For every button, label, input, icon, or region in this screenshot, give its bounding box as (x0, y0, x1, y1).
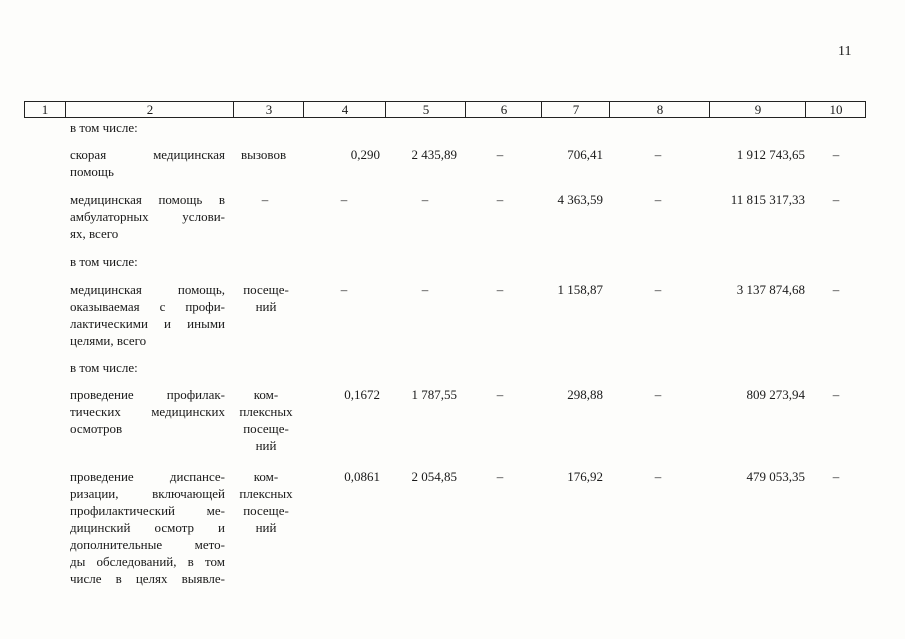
cell-col-6: – (496, 282, 504, 297)
cell-col-7: 4 363,59 (557, 192, 603, 207)
subheading-including-2: в том числе: (70, 254, 138, 269)
header-col-1: 1 (41, 102, 49, 117)
cell-col-10: – (832, 282, 840, 297)
cell-col-7: 1 158,87 (557, 282, 603, 297)
cell-col-4: 0,290 (350, 147, 380, 162)
cell-col-4: 0,1672 (344, 387, 380, 402)
cell-col-9: 11 815 317,33 (730, 192, 805, 207)
cell-col-9: 809 273,94 (746, 387, 805, 402)
cell-col-4: – (340, 192, 348, 207)
cell-col-4: 0,0861 (344, 469, 380, 484)
cell-col-6: – (496, 387, 504, 402)
cell-col-5: 2 054,85 (411, 469, 457, 484)
cell-col-8: – (654, 469, 662, 484)
cell-col-8: – (654, 147, 662, 162)
cell-col-6: – (496, 147, 504, 162)
row-name: проведение диспансе- ризации, включающей профилактический ме- дицинский осмотр и дополнительные мето- ды обследований, в том числе в целях выявле- (70, 469, 225, 586)
row-unit: вызовов (241, 147, 287, 162)
row-name: медицинская помощь, оказываемая с профи- лактическими и иными целями, всего (70, 282, 225, 348)
cell-col-8: – (654, 387, 662, 402)
subheading-including-1: в том числе: (70, 120, 138, 135)
subheading-including-3: в том числе: (70, 360, 138, 375)
cell-col-7: 706,41 (567, 147, 603, 162)
row-name: медицинская помощь в амбулаторных услови- ях, всего (70, 192, 225, 241)
header-col-9: 9 (709, 102, 806, 117)
cell-col-9: 3 137 874,68 (736, 282, 805, 297)
header-col-4: 4 (303, 102, 386, 117)
row-unit: ком- плексных посеще- ний (239, 387, 293, 453)
cell-col-10: – (832, 192, 840, 207)
cell-col-4: – (340, 282, 348, 297)
cell-col-8: – (654, 282, 662, 297)
header-col-7: 7 (541, 102, 610, 117)
header-col-6: 6 (465, 102, 542, 117)
cell-col-8: – (654, 192, 662, 207)
row-unit: посеще- ний (243, 282, 289, 314)
row-unit: ком- плексных посеще- ний (239, 469, 293, 535)
cell-col-7: 176,92 (567, 469, 603, 484)
cell-col-5: 2 435,89 (411, 147, 457, 162)
cell-col-5: – (421, 192, 429, 207)
header-col-2: 2 (65, 102, 234, 117)
header-col-8: 8 (609, 102, 710, 117)
row-name: скорая медицинская помощь (70, 147, 225, 179)
page-number: 11 (838, 44, 852, 59)
cell-col-5: – (421, 282, 429, 297)
header-col-5: 5 (385, 102, 466, 117)
row-name: проведение профилак- тических медицинских осмотров (70, 387, 225, 436)
cell-col-6: – (496, 469, 504, 484)
cell-col-10: – (832, 469, 840, 484)
cell-col-6: – (496, 192, 504, 207)
cell-col-9: 479 053,35 (746, 469, 805, 484)
cell-col-10: – (832, 147, 840, 162)
header-col-10: 10 (805, 102, 866, 117)
cell-col-10: – (832, 387, 840, 402)
cell-col-9: 1 912 743,65 (736, 147, 805, 162)
header-col-3: 3 (233, 102, 304, 117)
cell-col-7: 298,88 (567, 387, 603, 402)
row-unit: – (261, 192, 269, 207)
cell-col-5: 1 787,55 (411, 387, 457, 402)
table-header-row (24, 101, 866, 118)
